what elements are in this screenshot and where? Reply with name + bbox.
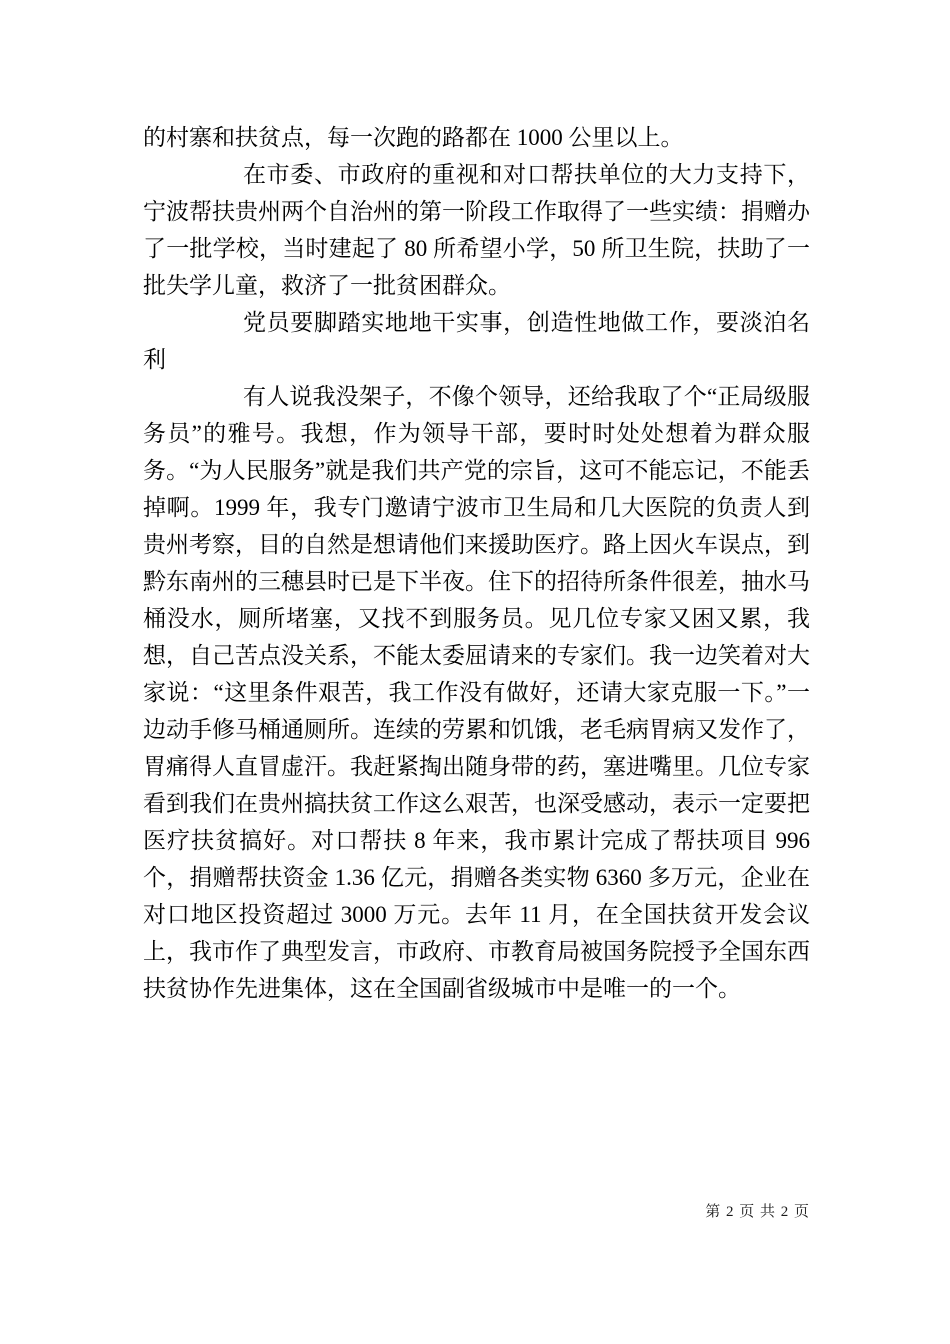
paragraph-party-member-motto: 党员要脚踏实地地干实事，创造性地做工作，要淡泊名利: [143, 310, 810, 372]
document-body: [143, 119, 810, 1007]
paragraph-continuation: 的村寨和扶贫点，每一次跑的路都在 1000 公里以上。: [143, 125, 684, 150]
paragraph-achievements: 在市委、市政府的重视和对口帮扶单位的大力支持下，宁波帮扶贵州两个自治州的第一阶段工作取得了一些实绩：捐赠办了一批学校，当时建起了 80 所希望小学，50 所卫生院，扶助了一批失学儿童，救济了一批贫困群众。: [143, 162, 810, 298]
paragraph-service-story: 有人说我没架子，不像个领导，还给我取了个“正局级服务员”的雅号。我想，作为领导干部，要时时处处想着为群众服务。“为人民服务”就是我们共产党的宗旨，这可不能忘记，不能丢掉啊。1999 年，我专门邀请宁波市卫生局和几大医院的负责人到贵州考察，目的自然是想请他们来援助医疗。路上因火车误点，到黔东南州的三穗县时已是下半夜。住下的招待所条件很差，抽水马桶没水，厕所堵塞，又找不到服务员。见几位专家又困又累，我想，自己苦点没关系，不能太委屈请来的专家们。我一边笑着对大家说：“这里条件艰苦，我工作没有做好，还请大家克服一下。”一边动手修马桶通厕所。连续的劳累和饥饿，老毛病胃病又发作了，胃痛得人直冒虚汗。我赶紧掏出随身带的药，塞进嘴里。几位专家看到我们在贵州搞扶贫工作这么艰苦，也深受感动，表示一定要把医疗扶贫搞好。对口帮扶 8 年来，我市累计完成了帮扶项目 996 个，捐赠帮扶资金 1.36 亿元，捐赠各类实物 6360 多万元，企业在对口地区投资超过 3000 万元。去年 11 月，在全国扶贫开发会议上，我市作了典型发言，市政府、市教育局被国务院授予全国东西扶贫协作先进集体，这在全国副省级城市中是唯一的一个。: [143, 384, 810, 1001]
page-number-footer: 第 2 页 共 2 页: [705, 1204, 810, 1220]
